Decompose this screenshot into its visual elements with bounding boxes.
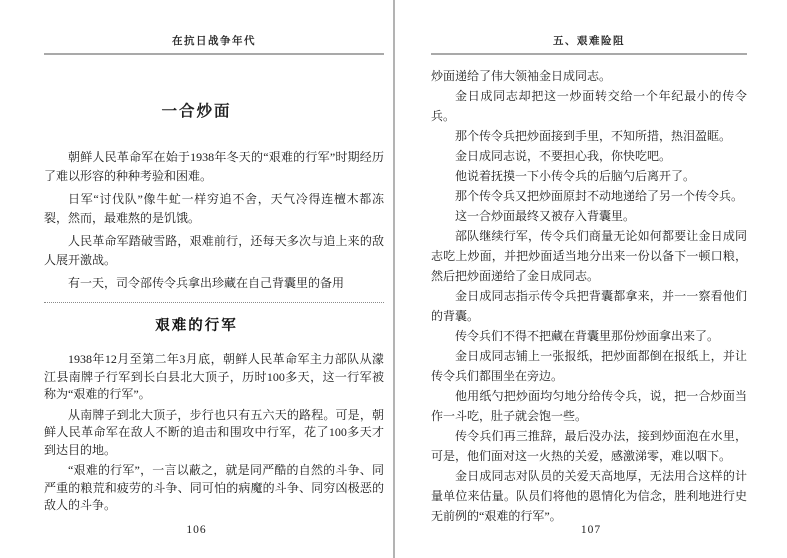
- section-title: 艰难的行军: [155, 318, 238, 334]
- page-content-right: [431, 0, 747, 558]
- running-header-left: 在抗日战争年代: [172, 36, 256, 47]
- section-divider: [44, 302, 384, 303]
- paragraph: 日军“讨伐队”像牛虻一样穷追不舍，天气冷得连檀木都冻裂，然而，最难熬的是饥饿。: [44, 192, 384, 225]
- paragraph: 部队继续行军，传令兵们商量无论如何都要让金日成同志吃上炒面，并把炒面适当地分出来一份以备下一顿口粮，然后把炒面递给了金日成同志。: [431, 229, 747, 283]
- paragraph: 这一合炒面最终又被存入背囊里。: [455, 209, 636, 223]
- story2-paragraphs: [44, 351, 384, 515]
- page-content-left: [44, 0, 384, 558]
- paragraph: 金日成同志对队员的关爱天高地厚，无法用合这样的计量单位来估量。队员们将他的恩情化为信念，胜利地进行史无前例的“艰难的行军”。: [431, 469, 747, 523]
- page-right: [395, 0, 787, 558]
- page-number-left: 106: [186, 524, 207, 536]
- page-number-right: 107: [580, 524, 602, 536]
- story-title: 一合炒面: [161, 103, 232, 120]
- running-header-right: 五、艰难险阻: [553, 36, 625, 47]
- paragraph: 金日成同志说，不要担心我，你快吃吧。: [455, 149, 672, 163]
- paragraph: 从南牌子到北大顶子，步行也只有五六天的路程。可是，朝鲜人民革命军在敌人不断的追击和围攻中行军，花了100多天才到达目的地。: [44, 407, 384, 457]
- story1-paragraphs: [44, 148, 384, 293]
- paragraph: 朝鲜人民革命军在始于1938年冬天的“艰难的行军”时期经历了难以形容的种种考验和困难。: [44, 150, 384, 183]
- paragraph: 有一天，司令部传令兵拿出珍藏在自己背囊里的备用: [68, 276, 345, 290]
- paragraph: 传令兵们不得不把藏在背囊里那份炒面拿出来了。: [455, 329, 720, 343]
- paragraph: 那个传令兵把炒面接到手里，不知所措，热泪盈眶。: [455, 129, 732, 143]
- paragraph: 金日成同志铺上一张报纸，把炒面都倒在报纸上，并让传令兵们都围坐在旁边。: [431, 349, 747, 383]
- paragraph: “艰难的行军”，一言以蔽之，就是同严酷的自然的斗争、同严重的粮荒和疲劳的斗争、同可怕的病魔的斗争、同穷凶极恶的敌人的斗争。: [44, 463, 384, 512]
- paragraph: 传令兵们再三推辞，最后没办法，接到炒面泡在水里，可是，他们面对这一火热的关爱，感激涕零，难以咽下。: [431, 429, 747, 463]
- paragraph: 金日成同志指示传令兵把背囊都拿来，并一一察看他们的背囊。: [431, 289, 747, 323]
- paragraph: 炒面递给了伟大领袖金日成同志。: [431, 69, 612, 83]
- paragraph: 他用纸勺把炒面均匀地分给传令兵，说，把一合炒面当作一斗吃，肚子就会饱一些。: [431, 389, 747, 423]
- paragraph: 人民革命军踏破雪路，艰难前行，还每天多次与追上来的敌人展开激战。: [44, 234, 384, 267]
- right-page-paragraphs: [431, 66, 747, 526]
- paragraph: 金日成同志却把这一炒面转交给一个年纪最小的传令兵。: [431, 89, 747, 123]
- paragraph: 他说着抚摸一下小传令兵的后脑勺后离开了。: [455, 169, 696, 183]
- paragraph: 那个传令兵又把炒面原封不动地递给了另一个传令兵。: [455, 189, 744, 203]
- paragraph: 1938年12月至第二年3月底，朝鲜人民革命军主力部队从濛江县南牌子行军到长白县北大顶子，历时100多天，这一行军被称为“艰难的行军”。: [44, 352, 384, 401]
- page-left: [0, 0, 393, 558]
